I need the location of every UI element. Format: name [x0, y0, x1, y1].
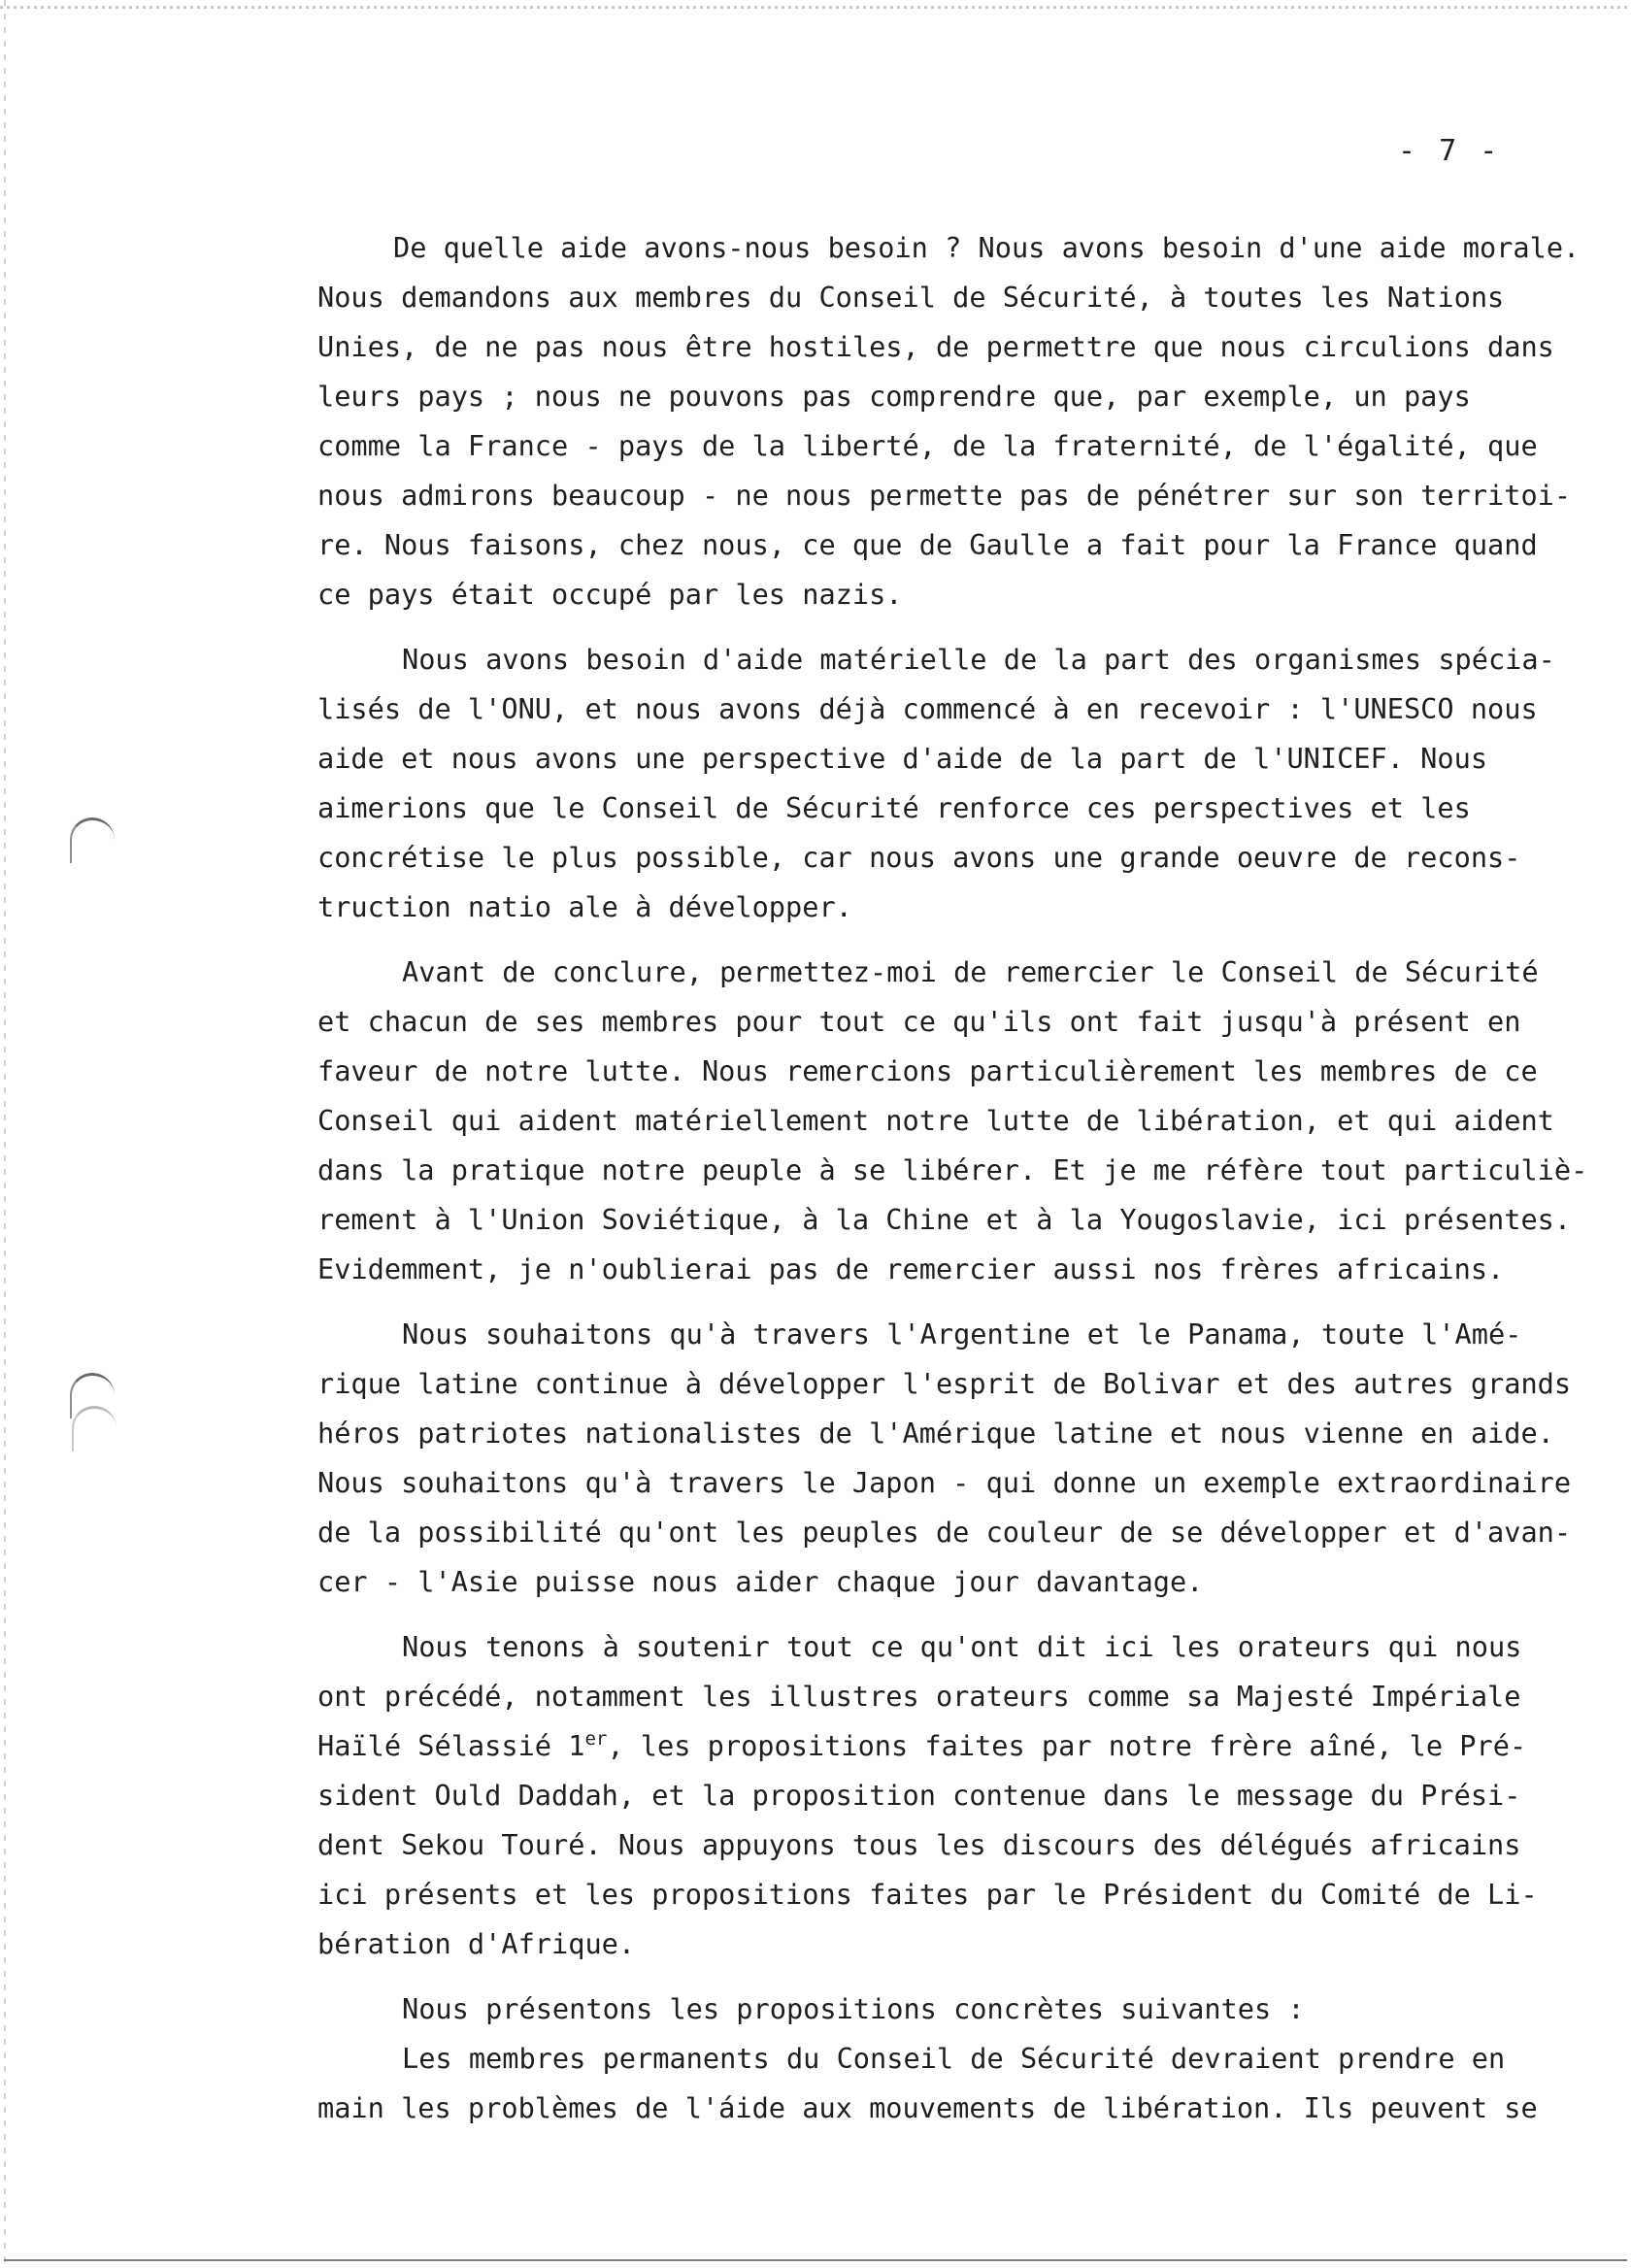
superscript-ordinal: er: [584, 1728, 608, 1750]
text-line: Nous avons besoin d'aide matérielle de la part des organismes spécia-: [402, 643, 1555, 676]
text-line: rique latine continue à développer l'esprit de Bolivar et des autres grands: [317, 1367, 1572, 1400]
text-line: héros patriotes nationalistes de l'Amérique latine et nous vienne en aide.: [317, 1417, 1554, 1450]
bottom-edge-rule: [4, 2259, 1627, 2261]
paragraph: [317, 635, 1609, 932]
text-line: leurs pays ; nous ne pouvons pas comprendre que, par exemple, un pays: [317, 380, 1471, 413]
text-line: re. Nous faisons, chez nous, ce que de Gaulle a fait pour la France quand: [317, 528, 1538, 561]
text-line: truction natio ale à développer.: [317, 890, 852, 923]
text-line: Avant de conclure, permettez-moi de remercier le Conseil de Sécurité: [402, 955, 1539, 988]
text-line: dans la pratique notre peuple à se libérer. Et je me réfère tout particuliè-: [317, 1153, 1588, 1186]
punch-hole-mark: [72, 1406, 116, 1451]
text-fragment: , les propositions faites par notre frère aîné, le Pré-: [607, 1729, 1527, 1762]
text-line: sident Ould Daddah, et la proposition contenue dans le message du Prési-: [317, 1779, 1521, 1812]
text-line: faveur de notre lutte. Nous remercions particulièrement les membres de ce: [317, 1054, 1538, 1087]
text-line: Conseil qui aident matériellement notre lutte de libération, et qui aident: [317, 1104, 1554, 1137]
text-line: Nous souhaitons qu'à travers l'Argentine et le Panama, toute l'Amé-: [402, 1317, 1522, 1351]
text-line: Unies, de ne pas nous être hostiles, de permettre que nous circulions dans: [317, 330, 1554, 363]
text-line: de la possibilité qu'ont les peuples de couleur de se développer et d'avan-: [317, 1516, 1572, 1549]
text-line: lisés de l'ONU, et nous avons déjà commencé à en recevoir : l'UNESCO nous: [317, 692, 1538, 725]
text-line: concrétise le plus possible, car nous avons une grande oeuvre de recons-: [317, 841, 1521, 874]
text-line: cer - l'Asie puisse nous aider chaque jour davantage.: [317, 1565, 1204, 1598]
text-line: ont précédé, notamment les illustres orateurs comme sa Majesté Impériale: [317, 1680, 1521, 1713]
text-line: dent Sekou Touré. Nous appuyons tous les discours des délégués africains: [317, 1828, 1521, 1861]
text-line-with-superscript: [317, 1721, 1609, 1771]
text-line: bération d'Afrique.: [317, 1927, 636, 1960]
text-line: Nous tenons à soutenir tout ce qu'ont dit ici les orateurs qui nous: [402, 1630, 1522, 1663]
paragraph: [317, 2034, 1609, 2133]
text-line: nous admirons beaucoup - ne nous permette pas de pénétrer sur son territoi-: [317, 479, 1572, 512]
text-line: comme la France - pays de la liberté, de la fraternité, de l'égalité, que: [317, 429, 1538, 462]
page-number: - 7 -: [1398, 134, 1501, 168]
text-line: Nous souhaitons qu'à travers le Japon - qui donne un exemple extraordinaire: [317, 1466, 1572, 1499]
punch-hole-mark: [70, 817, 115, 863]
text-line: main les problèmes de l'áide aux mouvements de libération. Ils peuvent se: [317, 2091, 1538, 2124]
paragraph: [317, 948, 1609, 1294]
text-line: Les membres permanents du Conseil de Sécurité devraient prendre en: [402, 2042, 1506, 2075]
paragraph: [317, 1984, 1609, 2034]
body-text: [317, 223, 1609, 2149]
text-line: Nous présentons les propositions concrètes suivantes :: [402, 1992, 1305, 2025]
text-fragment: Haïlé Sélassié 1: [317, 1729, 585, 1762]
top-edge-rule: [0, 6, 1631, 9]
paragraph: [317, 223, 1609, 619]
text-line: Evidemment, je n'oublierai pas de remercier aussi nos frères africains.: [317, 1252, 1505, 1285]
text-line: aimerions que le Conseil de Sécurité renforce ces perspectives et les: [317, 791, 1471, 824]
text-line: ce pays était occupé par les nazis.: [317, 578, 903, 611]
text-line: De quelle aide avons-nous besoin ? Nous avons besoin d'une aide morale.: [393, 231, 1581, 264]
text-line: Nous demandons aux membres du Conseil de Sécurité, à toutes les Nations: [317, 281, 1505, 314]
text-line: rement à l'Union Soviétique, à la Chine et à la Yougoslavie, ici présentes.: [317, 1203, 1572, 1236]
text-line: aide et nous avons une perspective d'aide de la part de l'UNICEF. Nous: [317, 742, 1488, 775]
text-line: ici présents et les propositions faites par le Président du Comité de Li-: [317, 1878, 1538, 1911]
text-line: et chacun de ses membres pour tout ce qu'ils ont fait jusqu'à présent en: [317, 1005, 1521, 1038]
paragraph: [317, 1622, 1609, 1969]
left-edge-margin: [4, 0, 6, 2268]
paragraph: [317, 1310, 1609, 1607]
